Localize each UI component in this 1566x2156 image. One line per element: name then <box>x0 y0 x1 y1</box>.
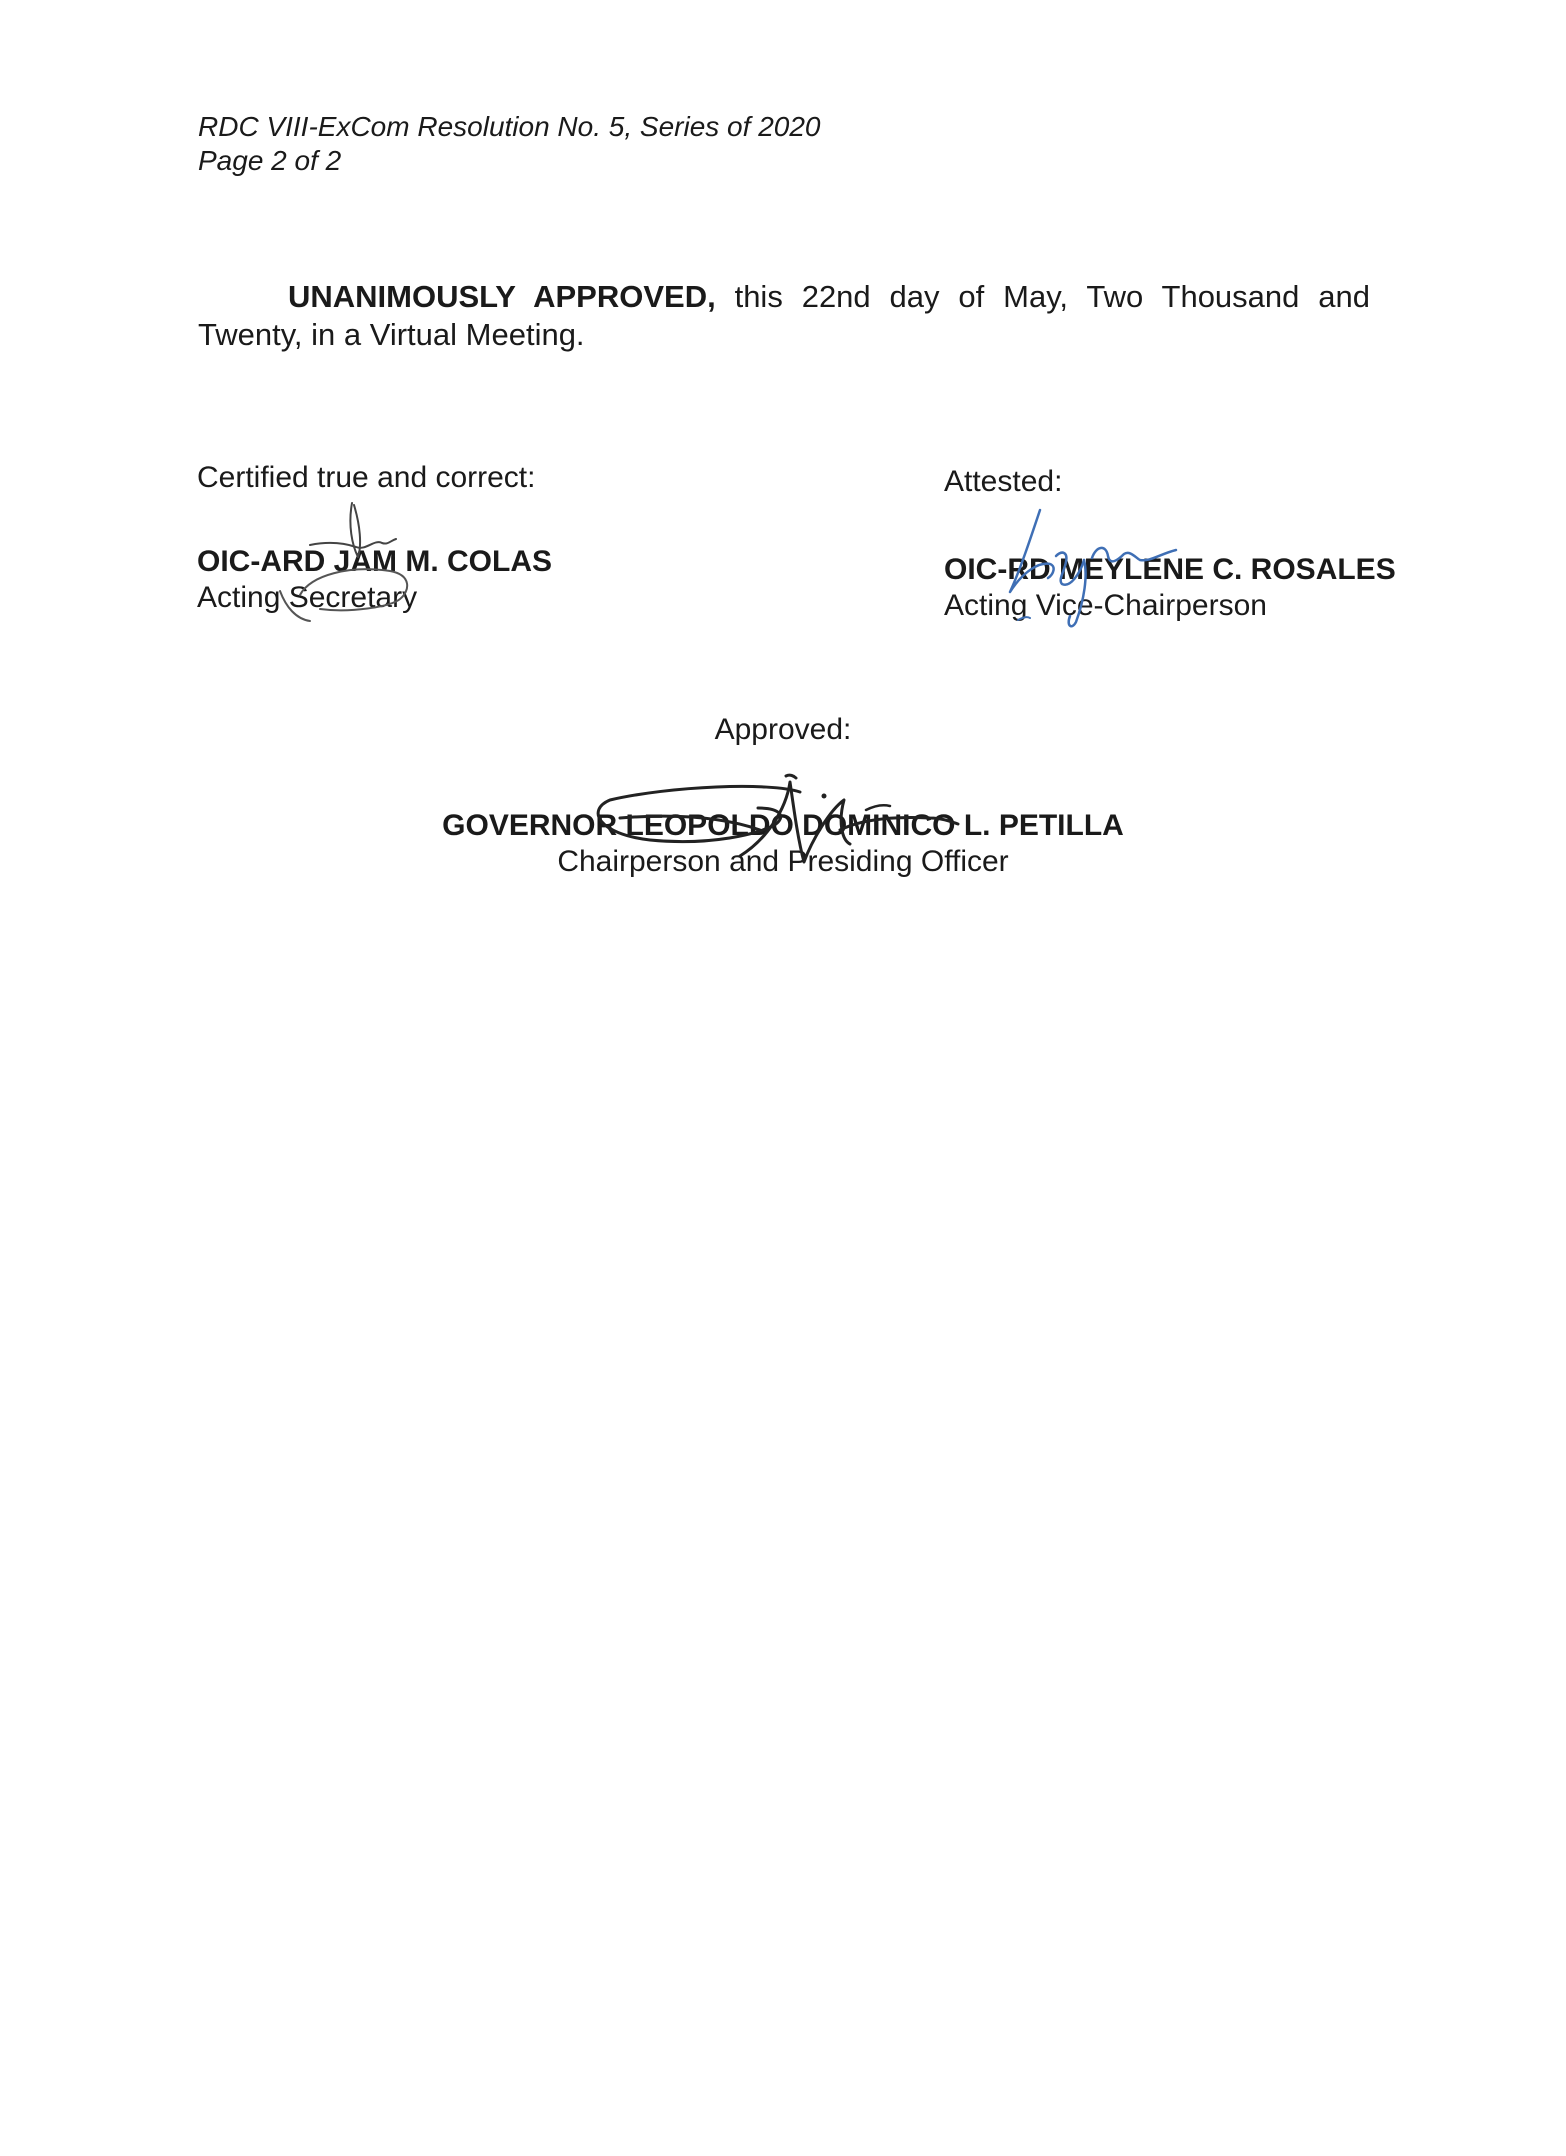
approval-statement-line-2: Twenty, in a Virtual Meeting. <box>198 317 585 352</box>
secretary-name: OIC-ARD JAM M. COLAS <box>197 545 552 578</box>
secretary-title: Acting Secretary <box>197 581 418 614</box>
approval-date-text: this 22nd day of May, Two Thousand and <box>715 279 1370 314</box>
chairperson-signature <box>590 770 970 890</box>
certified-label: Certified true and correct: <box>197 461 536 494</box>
approved-label: Approved: <box>714 713 852 746</box>
approval-keyword: UNANIMOUSLY APPROVED, <box>288 279 716 314</box>
chairperson-title: Chairperson and Presiding Officer <box>557 845 1009 878</box>
page-number: Page 2 of 2 <box>198 145 342 176</box>
vice-chairperson-signature <box>1000 500 1220 630</box>
vice-chairperson-name: OIC-RD MEYLENE C. ROSALES <box>944 553 1396 586</box>
approval-statement-line-1 <box>198 278 1370 316</box>
attested-label: Attested: <box>944 465 1063 498</box>
resolution-reference: RDC VIII-ExCom Resolution No. 5, Series of 2020 <box>198 111 821 142</box>
document-header <box>198 110 820 178</box>
approval-statement <box>198 278 1370 354</box>
secretary-signature <box>240 495 460 625</box>
vice-chairperson-title: Acting Vice-Chairperson <box>944 589 1267 622</box>
chairperson-name: GOVERNOR LEOPOLDO DOMINICO L. PETILLA <box>442 809 1124 842</box>
